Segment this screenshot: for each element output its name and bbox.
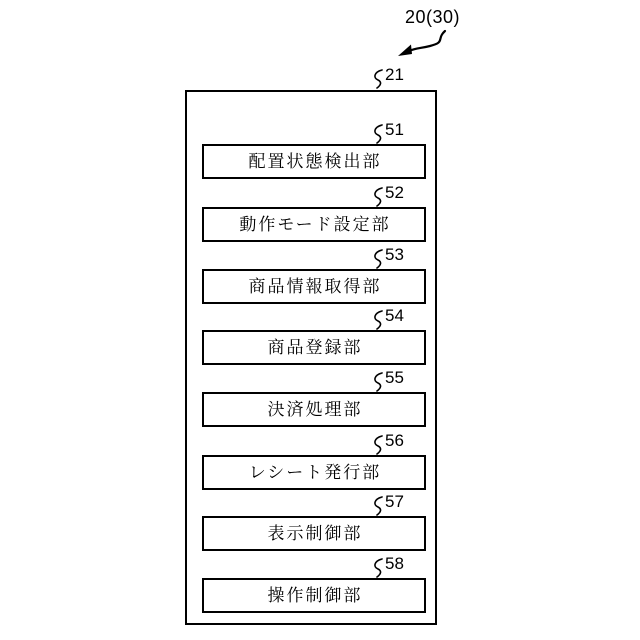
squiggle-lead-icon [372,69,384,89]
ref-tag-56 [372,432,404,454]
ref-tag-58 [372,555,404,577]
module-box-placement-state-detector [202,144,426,179]
squiggle-lead-icon [372,124,384,144]
module-label: 決済処理部 [267,400,363,419]
squiggle-lead-icon [372,435,384,455]
squiggle-lead-icon [372,496,384,516]
ref-number: 54 [385,306,404,325]
module-label: 動作モード設定部 [239,215,391,234]
ref-number: 56 [385,431,404,450]
module-label: 商品情報取得部 [248,277,382,296]
curved-arrow-icon [392,29,450,61]
module-label: 操作制御部 [267,586,363,605]
module-box-product-registrar [202,330,426,365]
ref-tag-54 [372,307,404,329]
ref-number: 52 [385,183,404,202]
ref-number: 58 [385,554,404,573]
ref-tag-21 [372,66,404,88]
ref-number: 51 [385,120,404,139]
squiggle-lead-icon [372,187,384,207]
module-label: レシート発行部 [248,463,382,482]
ref-tag-53 [372,246,404,268]
squiggle-lead-icon [372,558,384,578]
module-box-product-info-acquirer [202,269,426,304]
ref-tag-55 [372,369,404,391]
figure-lead-ref-label: 20(30) [405,7,461,27]
module-box-operation-mode-setter [202,207,426,242]
module-label: 表示制御部 [267,524,363,543]
ref-tag-52 [372,184,404,206]
ref-tag-57 [372,493,404,515]
module-box-operation-controller [202,578,426,613]
module-box-payment-processor [202,392,426,427]
ref-number: 55 [385,368,404,387]
module-label: 商品登録部 [267,338,363,357]
module-label: 配置状態検出部 [248,152,382,171]
squiggle-lead-icon [372,372,384,392]
ref-number: 57 [385,492,404,511]
module-box-receipt-issuer [202,455,426,490]
ref-number: 53 [385,245,404,264]
ref-tag-51 [372,121,404,143]
ref-number: 21 [385,65,404,84]
squiggle-lead-icon [372,249,384,269]
module-box-display-controller [202,516,426,551]
squiggle-lead-icon [372,310,384,330]
